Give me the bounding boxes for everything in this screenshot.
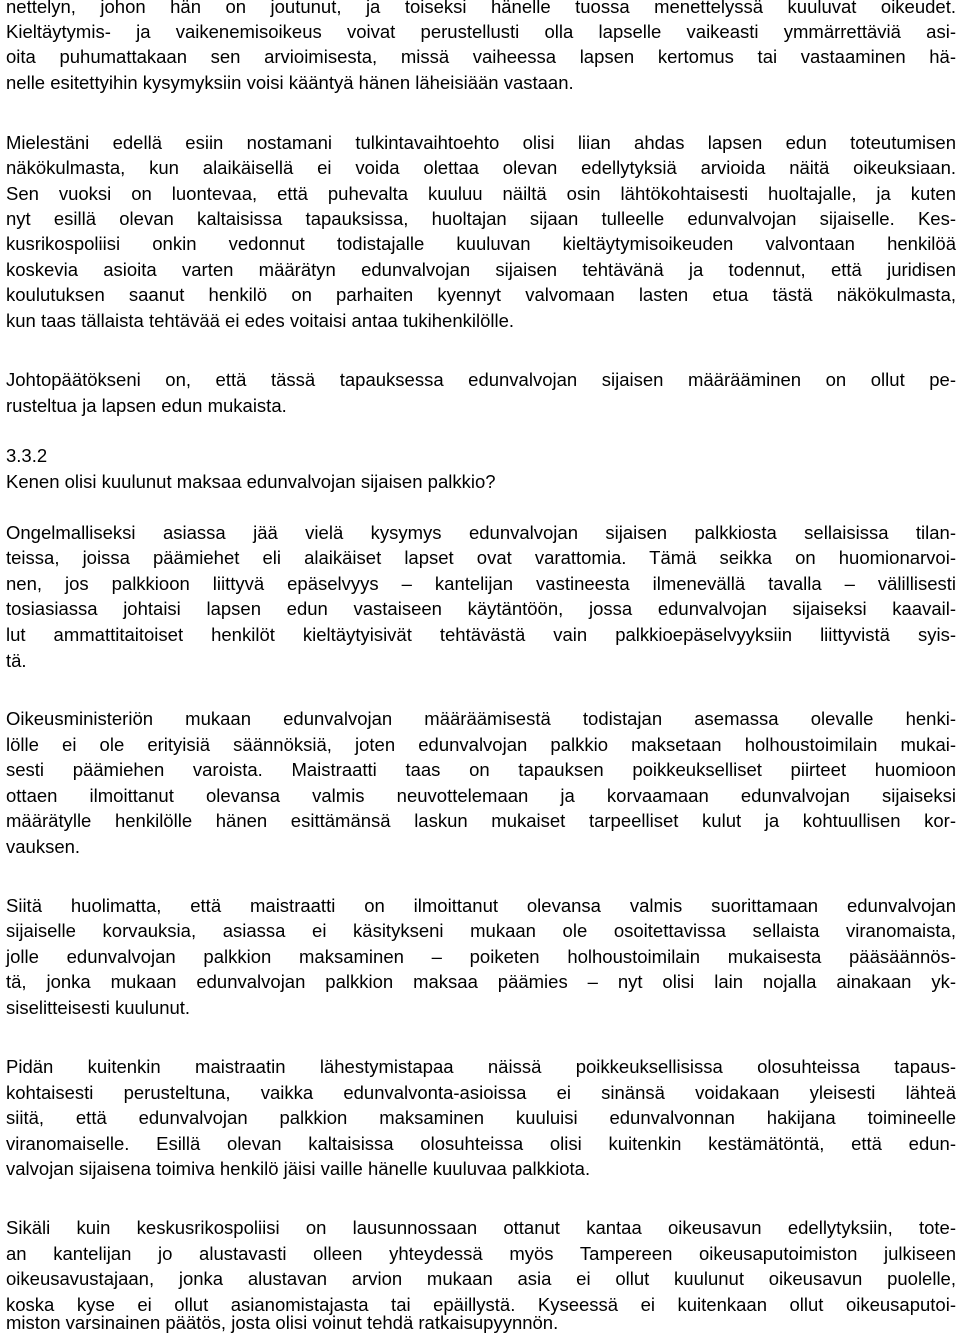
text-line: an kantelijan jo alustavasti olleen yhteydessä myös Tampereen oikeusaputoimiston julkiseen <box>6 1243 956 1264</box>
text-line: jolle edunvalvojan palkkion maksaminen – poiketen holhoustoimilain mukaisesta pääsäännös- <box>6 946 956 967</box>
text-line: lölle ei ole erityisiä säännöksiä, joten edunvalvojan palkkio maksetaan holhoustoimilain mukai- <box>6 734 956 755</box>
section-number: 3.3.2 <box>6 445 48 466</box>
text-line: kohtaisesti perusteltuna, vaikka edunvalvonta-asioissa ei sinänsä voidakaan yleisesti lähteä <box>6 1082 956 1103</box>
text-line: tosiasiassa johtaisi lapsen edun vastaiseen käytäntöön, jossa edunvalvojan sijaiseksi kaavail- <box>6 598 956 619</box>
text-line: koska kyse ei ollut asianomistajasta tai epäillystä. Kyseessä ei kuitenkaan ollut oikeusaputoi- <box>6 1294 956 1315</box>
text-line: Siitä huolimatta, että maistraatti on ilmoittanut olevansa valmis suorittamaan edunvalvojan <box>6 895 956 916</box>
text-line: ottaen ilmoittanut olevansa valmis neuvottelemaan ja korvaamaan edunvalvojan sijaiseksi <box>6 785 956 806</box>
text-line: Oikeusministeriön mukaan edunvalvojan määräämisestä todistajan asemassa olevalle henki- <box>6 708 956 729</box>
text-line: määrätylle henkilölle hänen esittämänsä laskun mukaiset tarpeelliset kulut ja kohtuullisen kor- <box>6 810 956 831</box>
text-line: Kieltäytymis- ja vaikenemisoikeus voivat perustellusti olla lapselle vaikeasti ymmärrettäviä asi- <box>6 21 956 42</box>
text-line: valvojan sijaisena toimiva henkilö jäisi vaille hänelle kuuluvaa palkkiota. <box>6 1158 591 1179</box>
text-line: koskevia asioita varten määrätyn edunvalvojan sijaisen tehtävänä ja todennut, että juridisen <box>6 259 956 280</box>
text-line: näkökulmasta, kun alaikäisellä ei voida olettaa olevan edellytyksiä arvioida näitä oikeuksiaan. <box>6 157 956 178</box>
text-line: tä. <box>6 650 27 671</box>
text-line: viranomaiselle. Esillä olevan kaltaisissa olosuhteissa olisi kuitenkin kestämätöntä, että edun- <box>6 1133 956 1154</box>
text-line: vauksen. <box>6 836 81 857</box>
text-line: nen, jos palkkioon liittyvä epäselvyys – kantelijan vastineesta ilmenevällä tavalla – välillisesti <box>6 573 956 594</box>
text-line: nelle esitettyihin kysymyksiin voisi kääntyä hänen läheisiään vastaan. <box>6 72 574 93</box>
text-line: lut ammattitaitoiset henkilöt kieltäytyisivät tehtävästä vain palkkioepäselvyyksiin liittyvistä syis- <box>6 624 956 645</box>
text-line: kusrikospoliisi onkin vedonnut todistajalle kuuluvan kieltäytymisoikeuden valvontaan henkilöä <box>6 233 956 254</box>
text-line: kun taas tällaista tehtävää ei edes voitaisi antaa tukihenkilölle. <box>6 310 515 331</box>
text-line: nettelyn, johon hän on joutunut, ja toiseksi hänelle tuossa menettelyssä kuuluvat oikeudet. <box>6 0 956 17</box>
text-line: oita puhumattakaan sen arvioimisesta, missä vaiheessa lapsen kertomus tai vastaaminen hä- <box>6 46 956 67</box>
text-line: Sikäli kuin keskusrikospoliisi on lausunnossaan ottanut kantaa oikeusavun edellytyksiin, tote- <box>6 1217 956 1238</box>
text-line: sijaiselle korvauksia, asiassa ei käsitykseni mukaan ole osoitettavissa sellaista viranomaista, <box>6 920 956 941</box>
text-line: nyt esillä olevan kaltaisissa tapauksissa, huoltajan sijaan tulleelle edunvalvojan sijaiselle. Kes- <box>6 208 956 229</box>
text-line: oikeusavustajaan, jonka alustavan arvion mukaan asia ei ollut kuulunut oikeusavun puolelle, <box>6 1268 956 1289</box>
document-page <box>6 0 956 1336</box>
text-line: rusteltua ja lapsen edun mukaista. <box>6 395 287 416</box>
text-line: Mielestäni edellä esiin nostamani tulkintavaihtoehto olisi liian ahdas lapsen edun toteutumisen <box>6 132 956 153</box>
text-line: Ongelmalliseksi asiassa jää vielä kysymys edunvalvojan sijaisen palkkiosta sellaisissa tilan- <box>6 522 956 543</box>
text-line: siselitteisesti kuulunut. <box>6 997 191 1018</box>
text-line: miston varsinainen päätös, josta olisi voinut tehdä ratkaisupyynnön. <box>6 1312 559 1333</box>
text-line: tä, jonka mukaan edunvalvojan palkkion maksaa päämies – nyt olisi lain nojalla ainakaan yk- <box>6 971 956 992</box>
text-line: Sen vuoksi on luontevaa, että puhevalta kuuluu näiltä osin lähtökohtaisesti huoltajalle, ja kuten <box>6 183 956 204</box>
section-title: Kenen olisi kuulunut maksaa edunvalvojan sijaisen palkkio? <box>6 471 496 492</box>
text-line: Pidän kuitenkin maistraatin lähestymistapaa näissä poikkeuksellisissa olosuhteissa tapaus- <box>6 1056 956 1077</box>
text-line: koulutuksen saanut henkilö on parhaiten kyennyt valvomaan lasten etua tästä näkökulmasta, <box>6 284 956 305</box>
text-line: teissa, joissa päämiehet eli alaikäiset lapset ovat varattomia. Tämä seikka on huomionarvoi- <box>6 547 956 568</box>
text-line: Johtopäätökseni on, että tässä tapauksessa edunvalvojan sijaisen määrääminen on ollut pe- <box>6 369 956 390</box>
text-line: siitä, että edunvalvojan palkkion maksaminen kuuluisi edunvalvonnan hakijana toimineelle <box>6 1107 956 1128</box>
text-line: sesti päämiehen varoista. Maistraatti taas on tapauksen poikkeukselliset piirteet huomioon <box>6 759 956 780</box>
